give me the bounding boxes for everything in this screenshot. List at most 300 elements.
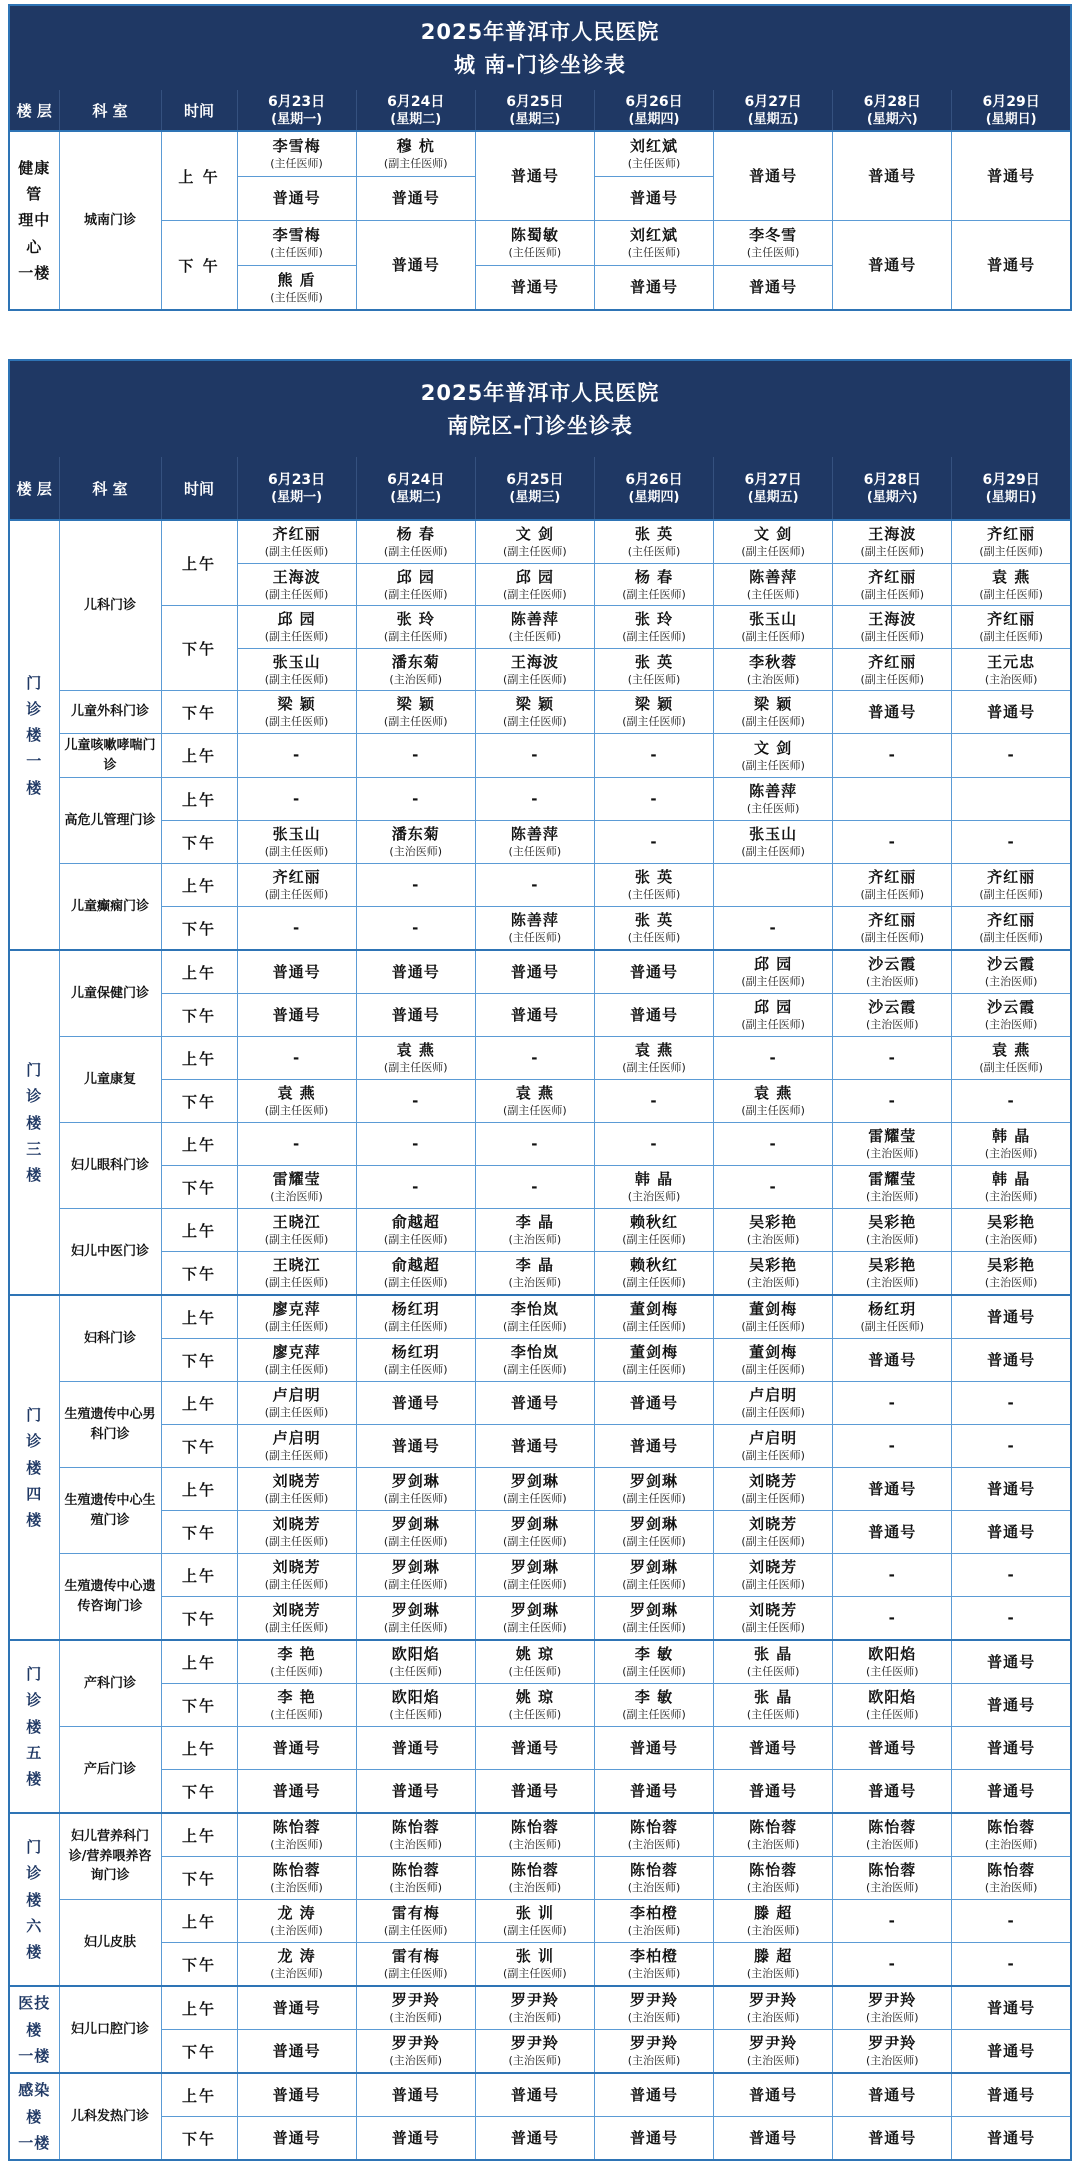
schedule-cell <box>714 1037 833 1080</box>
schedule-entry <box>952 1252 1070 1294</box>
doctor-name: 赖秋红 <box>629 1213 678 1232</box>
schedule-cell <box>833 691 952 734</box>
doctor-title: (主治医师) <box>746 1233 800 1247</box>
doctor-name: 普通号 <box>629 1738 678 1757</box>
schedule-entry <box>714 1684 832 1726</box>
schedule-cell <box>356 864 475 907</box>
schedule-cell <box>475 2073 594 2117</box>
schedule-cell <box>594 131 713 221</box>
schedule-cell <box>475 1295 594 1339</box>
doctor-title: (主任医师) <box>389 1665 442 1679</box>
schedule-entry <box>833 1684 951 1726</box>
schedule-cell <box>237 1597 356 1641</box>
schedule-cell <box>356 2117 475 2161</box>
doctor-name: 袁 燕 <box>634 1041 674 1060</box>
schedule-cell <box>237 1640 356 1684</box>
schedule-entry <box>833 1511 951 1553</box>
schedule-entry <box>833 606 951 648</box>
table-subtitle: 城 南-门诊坐诊表 <box>453 52 627 77</box>
doctor-name: 欧阳焰 <box>391 1645 440 1664</box>
doctor-name: 齐红丽 <box>987 525 1036 544</box>
doctor-title: (主治医师) <box>508 2011 562 2025</box>
schedule-row <box>9 950 1071 994</box>
doctor-title: (主治医师) <box>389 845 442 859</box>
doctor-name: - <box>650 746 658 765</box>
schedule-entry <box>714 1123 832 1165</box>
doctor-title: (副主任医师) <box>264 1320 329 1334</box>
doctor-title: (主治医师) <box>270 1967 323 1981</box>
schedule-entry <box>357 606 475 648</box>
doctor-name: 董剑梅 <box>629 1300 678 1319</box>
schedule-cell <box>475 1554 594 1597</box>
doctor-name: 李怡岚 <box>510 1300 559 1319</box>
doctor-name: 普通号 <box>987 1522 1036 1541</box>
doctor-name: 普通号 <box>629 2085 678 2104</box>
doctor-name: 普通号 <box>272 1005 321 1024</box>
doctor-name: - <box>1007 1608 1015 1627</box>
schedule-cell <box>714 2073 833 2117</box>
schedule-cell <box>833 994 952 1037</box>
schedule-entry <box>476 821 594 863</box>
doctor-name: 普通号 <box>629 278 678 297</box>
schedule-entry <box>476 1641 594 1683</box>
schedule-entry <box>238 1123 356 1165</box>
doctor-name: 龙 涛 <box>277 1947 316 1966</box>
table-title <box>9 5 1071 90</box>
department-cell: 儿童癫痫门诊 <box>59 864 161 951</box>
doctor-name: 陈怡蓉 <box>272 1818 321 1837</box>
schedule-cell <box>356 821 475 864</box>
doctor-title: (主任医师) <box>627 246 681 260</box>
schedule-entry <box>357 521 475 563</box>
schedule-entry <box>833 1857 951 1899</box>
col-header-dept: 科 室 <box>59 90 161 132</box>
schedule-entry <box>714 1814 832 1856</box>
col-header-date: 6月28日 (星期六) <box>833 90 952 132</box>
schedule-cell <box>356 1900 475 1943</box>
doctor-title: (主治医师) <box>389 2054 442 2068</box>
doctor-name: - <box>1007 746 1015 765</box>
time-cell: 下午 <box>161 1252 237 1296</box>
schedule-entry <box>238 1511 356 1553</box>
doctor-title: (主任医师) <box>508 931 562 945</box>
doctor-name: 罗尹羚 <box>391 1991 440 2010</box>
doctor-title: (副主任医师) <box>741 715 805 729</box>
doctor-name: 普通号 <box>987 2128 1036 2147</box>
schedule-entry <box>833 1123 951 1165</box>
doctor-title: (主任医师) <box>746 1708 800 1722</box>
doctor-title: (副主任医师) <box>264 845 329 859</box>
doctor-title: (主治医师) <box>627 1924 681 1938</box>
schedule-cell <box>237 950 356 994</box>
schedule-entry <box>476 1770 594 1812</box>
schedule-cell <box>833 1684 952 1727</box>
doctor-title: (副主任医师) <box>622 1535 686 1549</box>
schedule-entry <box>476 265 594 309</box>
doctor-name: 普通号 <box>987 1998 1036 2017</box>
doctor-name: 李 敏 <box>634 1645 674 1664</box>
doctor-name: 普通号 <box>272 1781 321 1800</box>
column-header-row <box>9 457 1071 521</box>
doctor-name: 韩 晶 <box>992 1170 1031 1189</box>
title-row <box>9 360 1071 457</box>
doctor-name: 雷耀莹 <box>272 1170 321 1189</box>
schedule-entry <box>476 691 594 733</box>
doctor-title: (副主任医师) <box>622 630 686 644</box>
doctor-title: (副主任医师) <box>503 1578 567 1592</box>
schedule-entry <box>952 1900 1070 1942</box>
time-cell: 下午 <box>161 1511 237 1554</box>
doctor-name: - <box>769 1134 777 1153</box>
doctor-title: (主任医师) <box>865 1665 919 1679</box>
doctor-title: (主任医师) <box>508 1708 562 1722</box>
schedule-entry <box>595 1814 713 1856</box>
schedule-cell <box>356 1727 475 1770</box>
doctor-name: 罗尹羚 <box>868 1991 917 2010</box>
time-cell: 下午 <box>161 1425 237 1468</box>
doctor-title: (副主任医师) <box>383 157 448 171</box>
schedule-entry <box>952 1425 1070 1467</box>
schedule-entry <box>476 1554 594 1596</box>
schedule-cell <box>594 1468 713 1511</box>
schedule-entry <box>833 1296 951 1338</box>
doctor-name: 罗尹羚 <box>391 2034 440 2053</box>
schedule-cell <box>714 1511 833 1554</box>
schedule-entry <box>952 1209 1070 1251</box>
schedule-cell <box>833 1037 952 1080</box>
schedule-entry <box>476 1296 594 1338</box>
schedule-entry <box>952 1554 1070 1596</box>
doctor-name: 沙云霞 <box>868 998 917 1017</box>
schedule-cell <box>237 1468 356 1511</box>
doctor-name: 普通号 <box>987 1652 1036 1671</box>
schedule-entry <box>238 176 356 220</box>
doctor-title: (副主任医师) <box>383 1924 448 1938</box>
schedule-entry <box>476 1425 594 1467</box>
doctor-title: (副主任医师) <box>860 931 925 945</box>
doctor-name: 董剑梅 <box>749 1300 798 1319</box>
col-header-date: 6月25日 (星期三) <box>475 90 594 132</box>
schedule-entry <box>595 1296 713 1338</box>
schedule-entry <box>357 1425 475 1467</box>
table-title <box>9 360 1071 457</box>
schedule-entry <box>476 1900 594 1942</box>
schedule-cell <box>237 1813 356 1857</box>
doctor-name: 李怡岚 <box>510 1343 559 1362</box>
doctor-title: (主治医师) <box>984 1190 1038 1204</box>
schedule-entry <box>238 1857 356 1899</box>
schedule-row <box>9 864 1071 907</box>
schedule-entry <box>714 907 832 949</box>
doctor-name: 普通号 <box>272 189 321 208</box>
schedule-entry <box>357 1684 475 1726</box>
time-cell: 上午 <box>161 950 237 994</box>
doctor-title: (主治医师) <box>984 1147 1038 1161</box>
schedule-cell <box>237 1123 356 1166</box>
schedule-cell <box>714 1080 833 1123</box>
department-cell: 儿童保健门诊 <box>59 950 161 1037</box>
schedule-row <box>9 1986 1071 2030</box>
schedule-entry <box>238 1597 356 1639</box>
schedule-cell <box>714 2030 833 2074</box>
schedule-cell <box>356 1511 475 1554</box>
schedule-cell <box>833 1123 952 1166</box>
schedule-row <box>9 221 1071 311</box>
doctor-title: (副主任医师) <box>979 931 1043 945</box>
schedule-cell <box>594 1425 713 1468</box>
schedule-entry <box>833 1166 951 1208</box>
schedule-entry <box>238 951 356 993</box>
schedule-cell <box>714 1813 833 1857</box>
schedule-cell <box>475 907 594 951</box>
schedule-entry <box>476 1123 594 1165</box>
schedule-cell <box>594 950 713 994</box>
schedule-cell <box>952 1684 1071 1727</box>
schedule-entry <box>595 1641 713 1683</box>
col-header-date: 6月29日 (星期日) <box>952 90 1071 132</box>
doctor-name: 罗剑琳 <box>510 1472 559 1491</box>
schedule-entry <box>357 2030 475 2072</box>
schedule-entry <box>952 994 1070 1036</box>
floor-cell: 感染楼 一楼 <box>9 2073 59 2160</box>
schedule-entry <box>357 1943 475 1985</box>
schedule-entry <box>357 994 475 1036</box>
doctor-name: 普通号 <box>868 166 917 185</box>
doctor-name: 吴彩艳 <box>987 1213 1036 1232</box>
doctor-title: (主治医师) <box>984 975 1038 989</box>
schedule-entry <box>595 1554 713 1596</box>
doctor-name: 穆 杭 <box>396 137 435 156</box>
schedule-entry <box>476 648 594 690</box>
doctor-name: 袁 燕 <box>515 1084 554 1103</box>
doctor-name: 陈怡蓉 <box>868 1861 917 1880</box>
schedule-entry <box>595 821 713 863</box>
schedule-entry <box>833 243 951 287</box>
doctor-title: (副主任医师) <box>622 1621 686 1635</box>
doctor-name: 张 玲 <box>396 610 435 629</box>
doctor-name: 袁 燕 <box>992 567 1031 586</box>
doctor-title: (主治医师) <box>865 1147 919 1161</box>
doctor-name: 罗剑琳 <box>629 1515 678 1534</box>
doctor-title: (副主任医师) <box>264 1621 329 1635</box>
doctor-name: 李雪梅 <box>272 137 321 156</box>
schedule-cell <box>594 2030 713 2074</box>
schedule-cell <box>714 950 833 994</box>
schedule-cell <box>952 907 1071 951</box>
schedule-entry <box>357 1339 475 1381</box>
schedule-cell <box>833 1857 952 1900</box>
department-cell: 儿童咳嗽哮喘门诊 <box>59 734 161 778</box>
doctor-name: - <box>1007 1393 1015 1412</box>
doctor-name: 普通号 <box>391 2128 440 2147</box>
schedule-cell <box>237 2073 356 2117</box>
schedule-cell <box>594 606 713 691</box>
time-cell: 上午 <box>161 1295 237 1339</box>
schedule-entry <box>833 1943 951 1985</box>
schedule-cell <box>952 1166 1071 1209</box>
doctor-title: (副主任医师) <box>741 1578 805 1592</box>
doctor-name: 罗剑琳 <box>391 1558 440 1577</box>
time-cell: 下午 <box>161 1080 237 1123</box>
doctor-name: - <box>412 789 420 808</box>
doctor-title: (主任医师) <box>746 802 800 816</box>
time-cell: 上午 <box>161 1209 237 1252</box>
doctor-name: 普通号 <box>868 2085 917 2104</box>
doctor-name: 沙云霞 <box>987 955 1036 974</box>
time-cell: 下午 <box>161 1166 237 1209</box>
doctor-title: (副主任医师) <box>860 1320 925 1334</box>
schedule-entry <box>476 1684 594 1726</box>
department-cell: 妇儿中医门诊 <box>59 1209 161 1296</box>
schedule-row <box>9 1123 1071 1166</box>
schedule-entry <box>714 1900 832 1942</box>
schedule-cell <box>594 821 713 864</box>
time-cell: 上午 <box>161 1640 237 1684</box>
doctor-title: (副主任医师) <box>383 545 448 559</box>
doctor-name: - <box>888 832 896 851</box>
schedule-entry <box>357 951 475 993</box>
doctor-name: 王海波 <box>868 525 917 544</box>
doctor-name: - <box>650 832 658 851</box>
schedule-cell <box>475 1900 594 1943</box>
doctor-name: 李 艳 <box>277 1688 316 1707</box>
schedule-entry <box>476 2030 594 2072</box>
schedule-entry <box>595 1987 713 2029</box>
schedule-cell <box>952 2117 1071 2161</box>
schedule-entry <box>357 1641 475 1683</box>
doctor-name: 普通号 <box>749 278 798 297</box>
doctor-title: (副主任医师) <box>503 587 567 601</box>
schedule-row <box>9 734 1071 778</box>
schedule-entry <box>952 2030 1070 2072</box>
hospital-name: 2025年普洱市人民医院 <box>420 381 660 406</box>
schedule-cell <box>237 734 356 778</box>
schedule-entry <box>833 648 951 690</box>
doctor-name: 罗剑琳 <box>629 1601 678 1620</box>
schedule-cell <box>594 1511 713 1554</box>
schedule-cell <box>594 864 713 907</box>
department-cell: 妇儿营养科门诊/营养喂养咨询门诊 <box>59 1813 161 1900</box>
doctor-title: (副主任医师) <box>383 1276 448 1290</box>
schedule-cell <box>833 1252 952 1296</box>
time-cell: 下午 <box>161 1684 237 1727</box>
schedule-entry <box>476 994 594 1036</box>
schedule-entry <box>595 1252 713 1294</box>
schedule-entry <box>952 1296 1070 1338</box>
doctor-title: (副主任医师) <box>503 1363 567 1377</box>
doctor-title: (主治医师) <box>746 1924 800 1938</box>
schedule-cell <box>356 734 475 778</box>
doctor-title: (副主任医师) <box>264 672 329 686</box>
schedule-cell <box>594 1597 713 1641</box>
schedule-cell <box>833 1166 952 1209</box>
schedule-entry <box>238 1339 356 1381</box>
col-header-date: 6月29日 (星期日) <box>952 457 1071 521</box>
schedule-entry <box>595 2074 713 2116</box>
schedule-cell <box>237 1554 356 1597</box>
schedule-row <box>9 2073 1071 2117</box>
schedule-entry <box>595 735 713 777</box>
schedule-cell <box>952 1252 1071 1296</box>
schedule-entry <box>952 864 1070 906</box>
schedule-row <box>9 907 1071 951</box>
doctor-title: (主任医师) <box>627 888 681 902</box>
time-cell: 上午 <box>161 1900 237 1943</box>
schedule-cell <box>237 2117 356 2161</box>
schedule-entry <box>595 521 713 563</box>
schedule-cell <box>356 1943 475 1987</box>
schedule-cell <box>475 1727 594 1770</box>
doctor-title: (主治医师) <box>746 672 800 686</box>
schedule-cell <box>833 1813 952 1857</box>
schedule-cell <box>237 1770 356 1814</box>
doctor-name: 姚 琼 <box>515 1688 554 1707</box>
schedule-cell <box>356 1684 475 1727</box>
col-header-date: 6月23日 (星期一) <box>237 90 356 132</box>
doctor-name: 普通号 <box>749 2128 798 2147</box>
doctor-title: (主治医师) <box>389 1881 442 1895</box>
doctor-name: - <box>888 1565 896 1584</box>
doctor-title: (副主任医师) <box>264 1104 329 1118</box>
time-cell: 上午 <box>161 1382 237 1425</box>
doctor-name: 董剑梅 <box>629 1343 678 1362</box>
doctor-name: 董剑梅 <box>749 1343 798 1362</box>
schedule-entry <box>833 1814 951 1856</box>
schedule-entry <box>595 265 713 309</box>
schedule-cell <box>475 1209 594 1252</box>
schedule-cell <box>952 994 1071 1037</box>
doctor-title: (主治医师) <box>865 1838 919 1852</box>
schedule-cell <box>356 2073 475 2117</box>
schedule-entry <box>595 221 713 265</box>
doctor-name: - <box>1007 832 1015 851</box>
department-cell: 生殖遗传中心遗传咨询门诊 <box>59 1554 161 1641</box>
doctor-name: 普通号 <box>629 2128 678 2147</box>
schedule-cell <box>714 1295 833 1339</box>
time-cell: 上午 <box>161 1554 237 1597</box>
doctor-name: - <box>888 1048 896 1067</box>
doctor-name: 韩 晶 <box>992 1127 1031 1146</box>
doctor-name: 普通号 <box>272 1738 321 1757</box>
schedule-cell <box>356 1986 475 2030</box>
schedule-entry <box>595 132 713 176</box>
schedule-cell <box>714 2117 833 2161</box>
schedule-entry <box>714 778 832 820</box>
schedule-entry <box>952 1339 1070 1381</box>
doctor-title: (副主任医师) <box>383 1578 448 1592</box>
schedule-cell <box>356 1166 475 1209</box>
doctor-name: 李 敏 <box>634 1688 674 1707</box>
doctor-name: 齐红丽 <box>868 567 917 586</box>
schedule-entry <box>714 648 832 690</box>
doctor-name: 普通号 <box>987 166 1036 185</box>
doctor-name: - <box>292 789 301 808</box>
column-header-row <box>9 90 1071 132</box>
schedule-entry <box>238 907 356 949</box>
doctor-title: (副主任医师) <box>622 1363 686 1377</box>
schedule-cell <box>356 994 475 1037</box>
doctor-title: (主治医师) <box>865 1276 919 1290</box>
schedule-entry <box>595 864 713 906</box>
schedule-entry <box>238 265 356 309</box>
doctor-name: 杨红玥 <box>868 1300 917 1319</box>
doctor-name: 普通号 <box>987 702 1036 721</box>
schedule-entry <box>476 1597 594 1639</box>
doctor-name: 齐红丽 <box>868 868 917 887</box>
schedule-entry <box>952 648 1070 690</box>
time-cell: 上午 <box>161 734 237 778</box>
schedule-cell <box>237 1943 356 1987</box>
